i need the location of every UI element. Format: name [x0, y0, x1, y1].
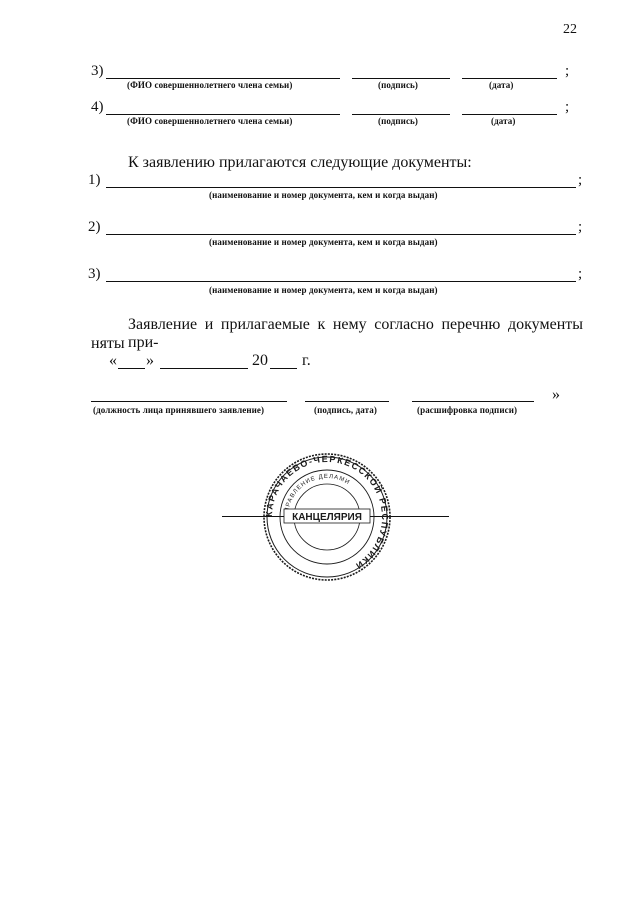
- acceptance-text-line2: няты: [91, 335, 125, 352]
- decoding-field-line[interactable]: [412, 401, 534, 402]
- date-field-line[interactable]: [462, 78, 557, 79]
- document-field-line[interactable]: [106, 187, 576, 188]
- row-number: 4): [91, 99, 104, 115]
- month-field-line[interactable]: [160, 368, 248, 369]
- year-prefix: 20: [252, 352, 268, 369]
- row-end-semicolon: ;: [565, 99, 570, 115]
- signature-caption: (подпись): [378, 116, 418, 126]
- fio-caption: (ФИО совершеннолетнего члена семьи): [127, 116, 293, 126]
- fio-caption: (ФИО совершеннолетнего члена семьи): [127, 80, 293, 90]
- signature-caption: (подпись): [378, 80, 418, 90]
- row-end-semicolon: ;: [578, 266, 583, 282]
- document-caption: (наименование и номер документа, кем и когда выдан): [209, 285, 438, 295]
- open-quote: «: [109, 352, 117, 369]
- row-end-semicolon: ;: [578, 219, 583, 235]
- closing-quote: »: [552, 386, 560, 403]
- row-number: 1): [88, 172, 101, 188]
- date-caption: (дата): [489, 80, 514, 90]
- fio-field-line[interactable]: [106, 114, 340, 115]
- day-field-line[interactable]: [118, 368, 145, 369]
- row-number: 3): [91, 63, 104, 79]
- page-number: 22: [563, 22, 577, 37]
- close-quote: »: [146, 352, 154, 369]
- official-stamp: [262, 452, 392, 582]
- row-number: 2): [88, 219, 101, 235]
- row-end-semicolon: ;: [578, 172, 583, 188]
- decoding-caption: (расшифровка подписи): [417, 405, 518, 415]
- position-field-line[interactable]: [91, 401, 287, 402]
- stamp-outer-textpath: КАРАЧАЕВО-ЧЕРКЕССКОЙ РЕСПУБЛИКИ: [263, 453, 391, 572]
- signature-date-field-line[interactable]: [305, 401, 389, 402]
- position-caption: (должность лица принявшего заявление): [93, 405, 265, 415]
- documents-heading: К заявлению прилагаются следующие документы:: [128, 154, 472, 171]
- signature-date-caption: (подпись, дата): [314, 405, 377, 415]
- stamp-center-text: КАНЦЕЛЯРИЯ: [292, 512, 362, 523]
- fio-field-line[interactable]: [106, 78, 340, 79]
- date-caption: (дата): [491, 116, 516, 126]
- year-field-line[interactable]: [270, 368, 297, 369]
- date-field-line[interactable]: [462, 114, 557, 115]
- year-suffix: г.: [302, 352, 311, 369]
- acceptance-text-line1: Заявление и прилагаемые к нему согласно перечню документы при-: [128, 316, 583, 351]
- signature-field-line[interactable]: [352, 78, 450, 79]
- document-caption: (наименование и номер документа, кем и когда выдан): [209, 190, 438, 200]
- document-field-line[interactable]: [106, 281, 576, 282]
- document-field-line[interactable]: [106, 234, 576, 235]
- signature-field-line[interactable]: [352, 114, 450, 115]
- document-caption: (наименование и номер документа, кем и когда выдан): [209, 237, 438, 247]
- stamp-inner-textpath: РАВЛЕНИЕ ДЕЛАМИ: [285, 473, 351, 508]
- row-end-semicolon: ;: [565, 63, 570, 79]
- row-number: 3): [88, 266, 101, 282]
